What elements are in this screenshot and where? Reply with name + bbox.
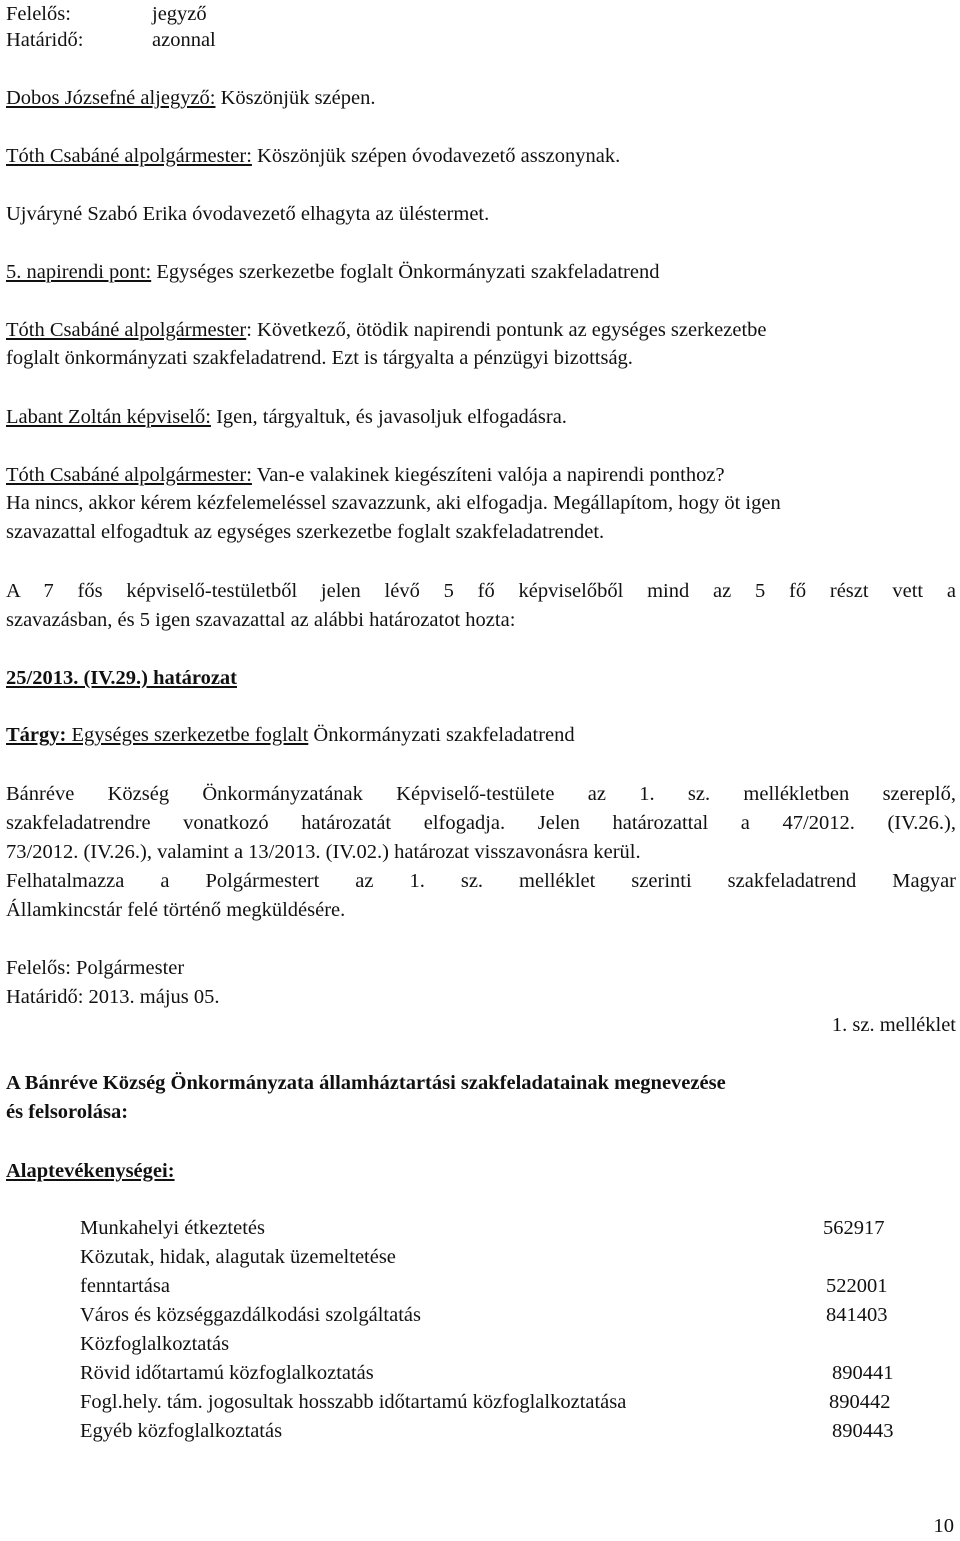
speaker-toth-1: Tóth Csabáné alpolgármester: bbox=[6, 145, 252, 167]
item-name: fenntartása bbox=[80, 1275, 170, 1297]
item-name: Fogl.hely. tám. jogosultak hosszabb időtartamú közfoglalkoztatása bbox=[80, 1391, 627, 1413]
resolution-body-line-3: 73/2012. (IV.26.), valamint a 13/2013. (IV.02.) határozat visszavonásra kerül. bbox=[6, 841, 641, 863]
agenda-item-5 bbox=[6, 258, 659, 287]
subject-text-a: Egységes szerkezetbe foglalt bbox=[71, 724, 309, 746]
responsible-label: Felelős: bbox=[6, 3, 71, 25]
annex-title-line-1: A Bánréve Község Önkormányzata államháztartási szakfeladatainak megnevezése bbox=[6, 1072, 726, 1094]
list-item bbox=[80, 1272, 910, 1301]
speaker-toth-3: Tóth Csabáné alpolgármester: bbox=[6, 464, 252, 486]
item-code: 890441 bbox=[832, 1362, 894, 1384]
paragraph-toth-3-line-1 bbox=[6, 461, 725, 490]
item-name: Város és községgazdálkodási szolgáltatás bbox=[80, 1304, 421, 1326]
subject-label: Tárgy: bbox=[6, 724, 72, 746]
deadline-row bbox=[6, 26, 216, 55]
resolution-subject bbox=[6, 721, 575, 750]
annex-label: 1. sz. melléklet bbox=[831, 1014, 956, 1036]
speech-toth-3-line-1: Van-e valakinek kiegészíteni valója a napirendi ponthoz? bbox=[251, 464, 725, 486]
item-name: Rövid időtartamú közfoglalkoztatás bbox=[80, 1362, 374, 1384]
vote-line-1: A 7 fős képviselő-testületből jelen lévő 5 fő képviselőből mind az 5 fő részt vett a bbox=[6, 580, 956, 602]
paragraph-toth-2-line-2: foglalt önkormányzati szakfeladatrend. Ezt is tárgyalta a pénzügyi bizottság. bbox=[6, 347, 633, 369]
speaker-dobos: Dobos Józsefné aljegyző: bbox=[6, 87, 216, 109]
list-item bbox=[80, 1359, 910, 1388]
deadline-value: azonnal bbox=[152, 29, 216, 51]
speech-dobos: Köszönjük szépen. bbox=[215, 87, 376, 109]
annex-section-title: Alaptevékenységei: bbox=[6, 1160, 175, 1182]
page-number: 10 bbox=[933, 1515, 954, 1537]
agenda-text: Egységes szerkezetbe foglalt Önkormányzati szakfeladatrend bbox=[151, 261, 660, 283]
paragraph-toth-2-line-1 bbox=[6, 316, 767, 345]
list-item bbox=[80, 1243, 910, 1272]
speech-toth-1: Köszönjük szépen óvodavezető asszonynak. bbox=[251, 145, 621, 167]
speech-toth-2-line-1: : Következő, ötödik napirendi pontunk az egységes szerkezetbe bbox=[246, 319, 767, 341]
paragraph-toth-3-line-2: Ha nincs, akkor kérem kézfelemeléssel szavazzunk, aki elfogadja. Megállapítom, hogy öt igen bbox=[6, 492, 781, 514]
item-name: Munkahelyi étkeztetés bbox=[80, 1217, 266, 1239]
item-name: Közfoglalkoztatás bbox=[80, 1333, 230, 1355]
speaker-toth-2: Tóth Csabáné alpolgármester bbox=[6, 319, 247, 341]
item-code: 562917 bbox=[823, 1217, 885, 1239]
paragraph-toth-3-line-3: szavazattal elfogadtuk az egységes szerkezetbe foglalt szakfeladatrendet. bbox=[6, 521, 605, 543]
vote-line-2: szavazásban, és 5 igen szavazattal az alábbi határozatot hozta: bbox=[6, 609, 516, 631]
responsible-value: jegyző bbox=[152, 3, 207, 25]
agenda-label: 5. napirendi pont: bbox=[6, 261, 152, 283]
resolution-responsible: Felelős: Polgármester bbox=[6, 957, 185, 979]
list-item bbox=[80, 1417, 910, 1446]
paragraph-dobos bbox=[6, 84, 375, 113]
paragraph-toth-1 bbox=[6, 142, 620, 171]
responsible-row bbox=[6, 0, 207, 29]
list-item bbox=[80, 1330, 910, 1359]
resolution-body-line-2: szakfeladatrendre vonatkozó határozatát elfogadja. Jelen határozattal a 47/2012. (IV.26.), bbox=[6, 812, 956, 834]
item-code: 841403 bbox=[826, 1304, 888, 1326]
item-name: Egyéb közfoglalkoztatás bbox=[80, 1420, 283, 1442]
annex-title-line-2: és felsorolása: bbox=[6, 1101, 129, 1123]
item-name: Közutak, hidak, alagutak üzemeltetése bbox=[80, 1246, 396, 1268]
item-code: 890442 bbox=[829, 1391, 891, 1413]
resolution-body-line-5: Államkincstár felé történő megküldésére. bbox=[6, 899, 346, 921]
resolution-number: 25/2013. (IV.29.) határozat bbox=[6, 667, 237, 689]
deadline-label: Határidő: bbox=[6, 29, 84, 51]
speaker-labant: Labant Zoltán képviselő: bbox=[6, 406, 211, 428]
speech-labant: Igen, tárgyaltuk, és javasoljuk elfogadásra. bbox=[210, 406, 567, 428]
paragraph-ujvary: Ujváryné Szabó Erika óvodavezető elhagyta az üléstermet. bbox=[6, 203, 490, 225]
item-code: 522001 bbox=[826, 1275, 888, 1297]
paragraph-labant bbox=[6, 403, 567, 432]
resolution-body-line-1: Bánréve Község Önkormányzatának Képviselő-testülete az 1. sz. mellékletben szereplő, bbox=[6, 783, 956, 805]
item-code: 890443 bbox=[832, 1420, 894, 1442]
list-item bbox=[80, 1388, 910, 1417]
resolution-deadline: Határidő: 2013. május 05. bbox=[6, 986, 220, 1008]
list-item bbox=[80, 1301, 910, 1330]
resolution-body-line-4: Felhatalmazza a Polgármestert az 1. sz. melléklet szerinti szakfeladatrend Magyar bbox=[6, 870, 956, 892]
subject-text-b: Önkormányzati szakfeladatrend bbox=[308, 724, 575, 746]
list-item bbox=[80, 1214, 910, 1243]
